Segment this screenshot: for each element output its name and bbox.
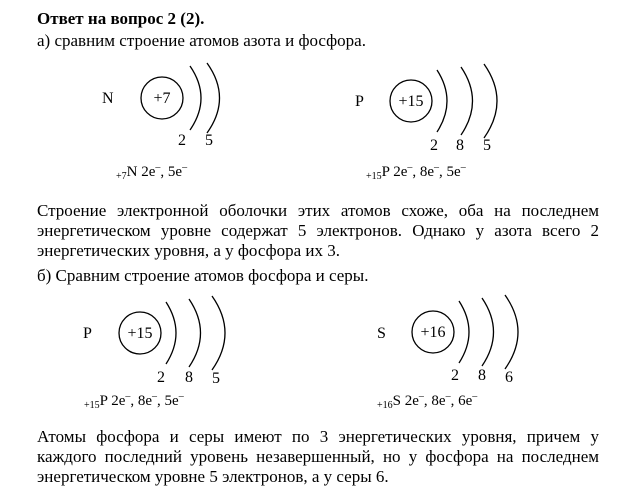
shell-electron-count: 5	[483, 137, 491, 154]
config-symbol: P	[99, 393, 108, 409]
config-separator: ,	[450, 393, 459, 409]
config-term: 5e	[164, 393, 179, 409]
config-term-sup: –	[125, 391, 131, 402]
config-term-sup: –	[460, 162, 466, 173]
config-symbol: S	[392, 393, 401, 409]
electron-shell-arc	[505, 295, 518, 369]
electron-configuration	[84, 391, 185, 411]
part-a-heading: а) сравним строение атомов азота и фосфора.	[37, 31, 366, 50]
nucleus-charge: +7	[153, 90, 171, 107]
nucleus-charge: +16	[420, 324, 446, 341]
config-separator: ,	[439, 164, 447, 180]
atom-diagram-nitrogen	[102, 63, 220, 182]
config-subscript: +16	[377, 400, 393, 411]
config-term-sup: –	[445, 391, 451, 402]
config-term: 2e	[111, 393, 126, 409]
part-b-heading: б) Сравним строение атомов фосфора и серы.	[37, 266, 369, 285]
page-title: Ответ на вопрос 2 (2).	[37, 9, 205, 28]
shell-electron-count: 2	[430, 137, 438, 154]
config-subscript: +15	[84, 400, 100, 411]
config-separator: ,	[157, 393, 165, 409]
config-term: 5e	[167, 164, 183, 180]
nucleus-charge: +15	[398, 93, 424, 110]
shell-electron-count: 2	[451, 367, 459, 384]
electron-configuration	[366, 162, 467, 182]
config-term-sup: –	[434, 162, 440, 173]
config-subscript: +15	[366, 171, 382, 182]
config-symbol: N	[126, 164, 138, 180]
shell-electron-count: 8	[478, 367, 486, 384]
atom-diagram-sulfur	[377, 295, 518, 411]
atom-symbol: N	[102, 90, 114, 107]
paragraph-comparison-p-s: Атомы фосфора и серы имеют по 3 энергетических уровня, причем у каждого последний уровень незавершенный, но у фосфора на последнем энергетическом уровне 5 электронов, а у серы 6.	[37, 427, 599, 486]
config-term-sup: –	[155, 162, 161, 173]
config-symbol: P	[381, 164, 390, 180]
shell-electron-count: 5	[212, 370, 220, 387]
paragraph-comparison-n-p: Строение электронной оболочки этих атомов схоже, оба на последнем энергетическом уровне содержат 5 электронов. Однако у азота всего 2 энергетических уровня, а у фосфора их 3.	[37, 201, 599, 260]
shell-electron-count: 5	[205, 132, 213, 149]
atom-diagram-phosphorus	[355, 64, 497, 182]
config-term: 8e	[419, 164, 435, 180]
config-subscript: +7	[116, 171, 127, 182]
config-separator: ,	[423, 393, 432, 409]
config-term-sup: –	[407, 162, 413, 173]
atom-symbol: P	[83, 325, 92, 342]
config-term: 5e	[446, 164, 461, 180]
config-term-sup: –	[182, 162, 188, 173]
electron-shell-arc	[190, 66, 201, 130]
shell-electron-count: 2	[178, 132, 186, 149]
config-term: 6e	[458, 393, 473, 409]
electron-shell-arc	[207, 63, 220, 133]
config-term: 8e	[137, 393, 153, 409]
nucleus-charge: +15	[127, 325, 153, 342]
config-term: 2e	[393, 164, 408, 180]
electron-shell-arc	[461, 67, 473, 135]
electron-shell-arc	[437, 70, 447, 132]
atom-symbol: P	[355, 93, 364, 110]
config-term-sup: –	[178, 391, 184, 402]
electron-shell-arc	[484, 64, 497, 138]
config-term-sup: –	[472, 391, 478, 402]
config-separator: ,	[412, 164, 420, 180]
config-term: 8e	[431, 393, 446, 409]
electron-shell-arc	[189, 299, 201, 367]
config-term: 2e	[404, 393, 419, 409]
atom-diagram-phosphorus-b	[83, 296, 225, 411]
config-term: 2e	[141, 164, 156, 180]
shell-electron-count: 8	[456, 137, 464, 154]
shell-electron-count: 8	[185, 369, 193, 386]
shell-electron-count: 6	[505, 369, 513, 386]
electron-shell-arc	[482, 298, 494, 366]
atom-symbol: S	[377, 325, 386, 342]
electron-configuration	[116, 162, 188, 182]
electron-shell-arc	[212, 296, 225, 370]
electron-shell-arc	[166, 302, 176, 364]
config-term-sup: –	[418, 391, 424, 402]
shell-electron-count: 2	[157, 369, 165, 386]
config-separator: ,	[160, 164, 168, 180]
config-separator: ,	[130, 393, 138, 409]
config-term-sup: –	[152, 391, 158, 402]
electron-shell-arc	[459, 301, 469, 363]
electron-configuration	[377, 391, 478, 411]
